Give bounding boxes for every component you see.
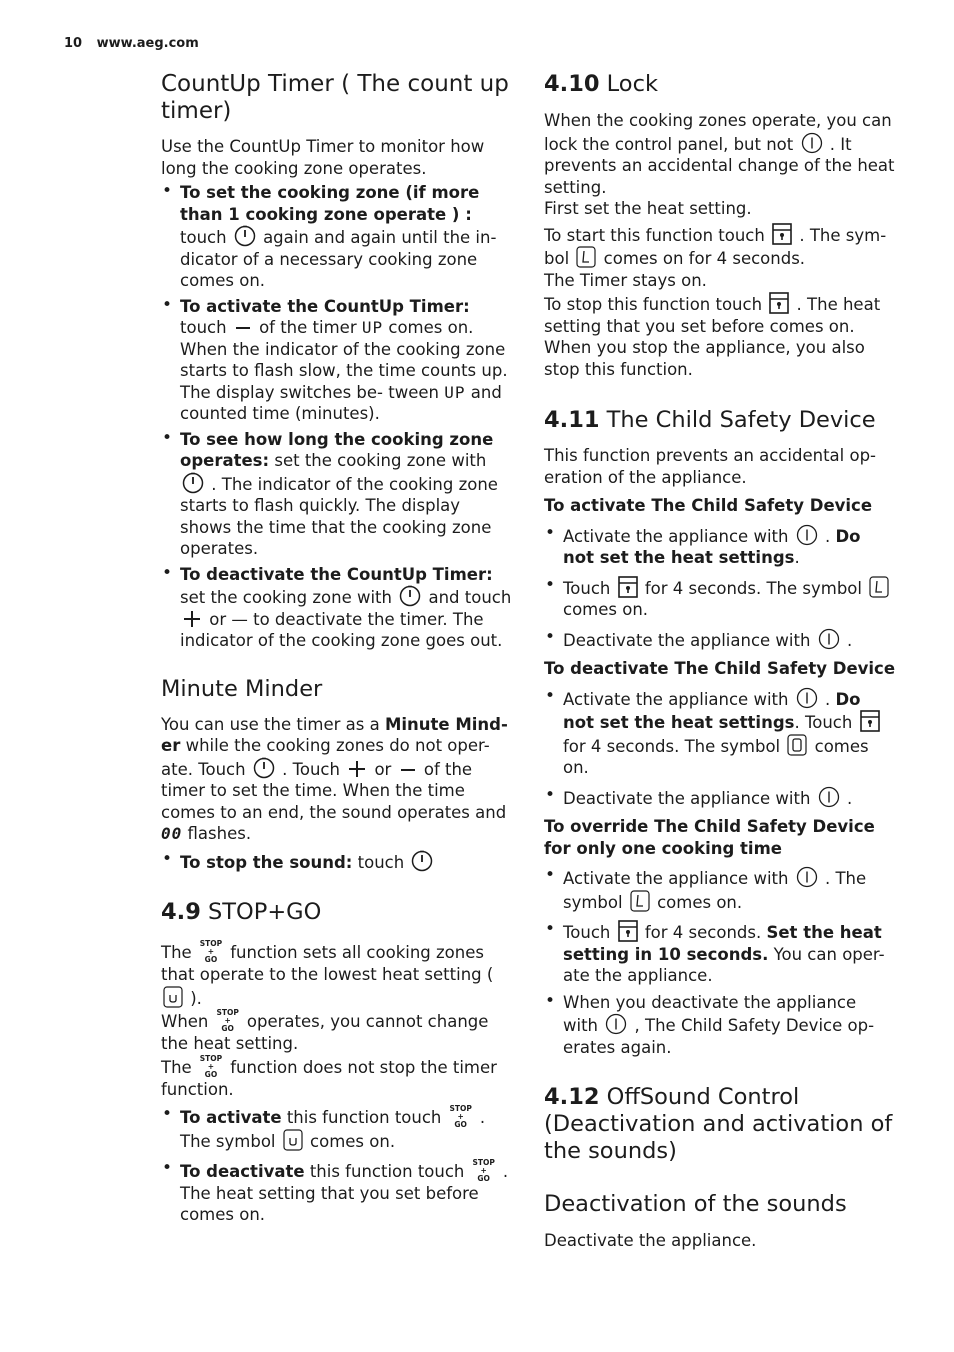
child-safety-title [544, 407, 896, 434]
L-display-icon [576, 246, 596, 268]
body-text: flashes. [187, 824, 252, 843]
lock-key-icon [618, 920, 638, 942]
site-url: www.aeg.com [96, 36, 199, 51]
stop-go-icon [198, 940, 224, 964]
section-number: 4.12 [544, 1084, 600, 1110]
bullet-bold-text: Set the heat setting in 10 seconds. [563, 923, 882, 964]
stopgo-list [161, 1105, 513, 1226]
stopgo-line-3: GO [204, 1069, 218, 1079]
stopgo-line-2: + [480, 1165, 487, 1175]
bullet-text: . Touch [794, 713, 853, 732]
child-activate-heading: To activate The Child Safety Device [544, 496, 873, 515]
right-column [544, 70, 896, 1252]
minus-icon [399, 761, 417, 779]
bullet-text: this function touch [286, 1108, 442, 1127]
bullet-text: Activate the appliance with [563, 869, 789, 888]
bullet-text: for 4 seconds. [644, 923, 762, 942]
stopgo-p1 [161, 940, 513, 1009]
section-title: STOP+GO [208, 899, 322, 925]
bullet-text: of the timer [259, 318, 357, 337]
list-item [544, 920, 896, 987]
section-number: 4.11 [544, 407, 600, 433]
bullet-text: . The symbol [180, 1108, 486, 1151]
list-item [161, 564, 513, 652]
bullet-text: Activate the appliance with [563, 689, 789, 709]
minute-minder-text [161, 714, 513, 845]
stop-go-icon [198, 1055, 224, 1079]
list-item [544, 992, 896, 1059]
bullet-bold-text: To deactivate [180, 1161, 305, 1181]
stopgo-p2 [161, 1009, 513, 1055]
bullet-bold-text: To activate the CountUp Timer: [180, 296, 470, 316]
bullet-bold-text: To set the cooking zone (if more than 1 cooking zone operate ) : [180, 183, 480, 224]
stopgo-title [161, 899, 513, 926]
stopgo-p3 [161, 1055, 513, 1101]
bullet-text: for 4 seconds. The symbol [644, 578, 862, 598]
plus-icon [347, 759, 367, 779]
bullet-text: Deactivate the appliance with [563, 788, 811, 808]
bullet-text: Activate the appliance with [563, 526, 789, 546]
bullet-text: set the cooking zone with [180, 588, 392, 607]
body-text: or [374, 759, 392, 779]
minute-minder-title: Minute Minder [161, 675, 323, 702]
stopgo-line-2: + [457, 1112, 464, 1121]
up-display: UP [444, 382, 466, 402]
bullet-bold-text: Do not set the heat settings [563, 689, 861, 732]
body-text: ). [190, 988, 202, 1008]
bullet-text: comes on. [563, 736, 869, 777]
body-text: . Touch [282, 759, 340, 779]
bullet-text: . [846, 788, 853, 808]
bullet-bold-text: To activate [180, 1108, 282, 1127]
bullet-text: Touch [563, 923, 611, 942]
body-text: When the cooking zones operate, you can lock the control panel, but not [544, 111, 892, 154]
body-text: operates, you cannot change the heat setting. [161, 1012, 489, 1053]
bullet-text: comes on. When the indicator of the cooking zone starts to flash slow, the time counts up. The display switches be- tween [180, 318, 508, 402]
minute-minder-list [161, 850, 513, 874]
body-text: comes on for 4 seconds. [603, 249, 806, 268]
list-item [161, 1159, 513, 1226]
body-text: . The sym- bol [544, 225, 887, 268]
list-item [544, 524, 896, 569]
timer-icon [182, 472, 204, 494]
body-text: . The heat setting that you set before comes on. [544, 295, 881, 336]
bullet-text: comes on. [657, 892, 743, 912]
child-activate-list [544, 524, 896, 652]
body-text: of the timer to set the time. When the time comes to an end, the sound operates and [161, 759, 507, 822]
body-text: function sets all cooking zones that operate to the lowest heat setting ( [161, 943, 494, 984]
L-display-icon [869, 576, 889, 598]
section-title: Lock [606, 71, 658, 97]
body-text: . It prevents an accidental change of the heat setting. [544, 134, 895, 197]
timer-icon [399, 585, 421, 607]
bullet-bold-text: To stop the sound: [180, 852, 353, 872]
countup-list [161, 182, 513, 652]
bullet-text: or — to deactivate the timer. The indicator of the cooking zone goes out. [180, 609, 503, 650]
bullet-text: . [794, 548, 800, 567]
stopgo-line-1: STOP [199, 1053, 223, 1063]
list-item [161, 1105, 513, 1153]
section-number: 4.9 [161, 899, 201, 925]
bullet-text: this function touch [309, 1161, 465, 1181]
page-number: 10 [64, 36, 83, 51]
bullet-text: set the cooking zone with [274, 451, 487, 470]
stopgo-line-1: STOP [216, 1008, 239, 1017]
bullet-text: again and again until the in- dicator of a necessary cooking zone comes on. [180, 228, 497, 290]
up-display: UP [361, 318, 384, 337]
lock-p2: First set the heat setting. [544, 199, 752, 218]
stopgo-line-2: + [207, 1061, 215, 1071]
section-title: OffSound Control (Deactivation and activation of the sounds) [544, 1084, 893, 1164]
body-text: The [161, 943, 192, 962]
lock-key-icon [860, 710, 880, 732]
L-display-icon [630, 890, 650, 912]
list-item [544, 628, 896, 652]
section-title: The Child Safety Device [606, 407, 876, 433]
countup-intro: Use the CountUp Timer to monitor how long the cooking zone operates. [161, 137, 485, 178]
child-deactivate-list [544, 687, 896, 810]
stop-go-icon [448, 1105, 474, 1129]
offsound-title [544, 1084, 896, 1165]
stop-go-icon [471, 1159, 497, 1183]
lock-title [544, 71, 896, 98]
power-icon [818, 628, 840, 650]
child-intro: This function prevents an accidental op- eration of the appliance. [544, 446, 877, 487]
body-text: You can use the timer as a [161, 714, 380, 734]
lock-p4: The Timer stays on. [544, 270, 707, 290]
body-text: To start this function touch [544, 225, 765, 245]
body-text: When [161, 1012, 209, 1031]
power-icon [796, 524, 818, 546]
timer-icon [253, 757, 275, 779]
stopgo-line-2: + [224, 1016, 231, 1025]
offsound-p1: Deactivate the appliance. [544, 1231, 757, 1250]
bullet-bold-text: Do not set the heat settings [563, 526, 861, 567]
bullet-text: Deactivate the appliance with [563, 630, 811, 650]
list-item [161, 296, 513, 425]
child-deactivate-heading: To deactivate The Child Safety Device [544, 659, 896, 678]
bullet-text: comes on. [310, 1132, 396, 1151]
list-item [161, 429, 513, 560]
offsound-subtitle: Deactivation of the sounds [544, 1191, 847, 1217]
minus-icon [234, 319, 252, 337]
stop-go-icon [215, 1009, 241, 1033]
plus-icon [182, 609, 202, 629]
lock-key-icon [772, 223, 792, 245]
zero-display-icon [787, 734, 807, 756]
lock-p3 [544, 223, 896, 270]
stopgo-line-3: GO [477, 1173, 490, 1183]
bullet-bold-text: To deactivate the CountUp Timer: [180, 564, 493, 584]
bullet-text: You can oper- ate the appliance. [563, 944, 885, 985]
stopgo-line-1: STOP [449, 1104, 472, 1113]
lock-p5 [544, 292, 896, 337]
body-bold-text: Minute Mind- er [161, 714, 508, 755]
stopgo-line-1: STOP [472, 1157, 495, 1167]
list-item [544, 786, 896, 810]
power-icon [818, 786, 840, 808]
bullet-text: touch [180, 228, 227, 247]
list-item [161, 850, 513, 874]
timer-icon [234, 225, 256, 247]
bullet-text: . [824, 526, 831, 546]
stopgo-line-1: STOP [199, 939, 223, 948]
bullet-text: and touch [428, 588, 512, 607]
bullet-text: . [846, 630, 853, 650]
page-header [64, 36, 199, 51]
bullet-bold-text: To see how long the cooking zone operates: [180, 429, 494, 470]
bullet-text: . [824, 689, 831, 709]
bullet-text: When you deactivate the appliance with [563, 992, 857, 1035]
lock-p6: When you stop the appliance, you also stop this function. [544, 338, 865, 379]
bullet-text: . The indicator of the cooking zone starts to flash quickly. The display shows the time that the cooking zone operates. [180, 474, 498, 558]
list-item [161, 182, 513, 292]
u-display-icon [283, 1129, 303, 1151]
child-override-list [544, 866, 896, 1058]
stopgo-line-2: + [207, 947, 215, 956]
bullet-text: touch [357, 852, 405, 872]
lock-key-icon [618, 576, 638, 598]
lock-p1 [544, 110, 896, 198]
body-text: function does not stop the timer function. [161, 1057, 497, 1099]
u-display-icon [163, 986, 183, 1008]
bullet-text: touch [180, 318, 227, 337]
left-column [161, 70, 513, 1226]
timer-icon [411, 850, 433, 872]
bullet-text: Touch [563, 578, 611, 598]
section-number: 4.10 [544, 71, 600, 97]
zero-display-icon: 00 [161, 824, 183, 843]
bullet-text: for 4 seconds. The symbol [563, 736, 781, 756]
bullet-text: and counted time (minutes). [180, 382, 502, 423]
body-text: while the cooking zones do not oper- ate. Touch [161, 736, 490, 779]
child-override-heading: To override The Child Safety Device for only one cooking time [544, 817, 875, 858]
list-item [544, 687, 896, 779]
stopgo-line-3: GO [204, 955, 218, 964]
list-item [544, 866, 896, 913]
body-text: The [161, 1057, 192, 1077]
bullet-text: . The symbol [563, 869, 867, 912]
countup-title: CountUp Timer ( The count up timer) [161, 71, 509, 124]
power-icon [605, 1013, 627, 1035]
stopgo-line-3: GO [454, 1120, 467, 1129]
bullet-text: . The heat setting that you set before comes on. [180, 1161, 509, 1224]
list-item [544, 576, 896, 621]
bullet-text: comes on. [563, 600, 649, 619]
body-text: To stop this function touch [544, 295, 763, 314]
bullet-text: , The Child Safety Device op- erates again. [563, 1016, 875, 1057]
lock-key-icon [769, 292, 789, 314]
stopgo-line-3: GO [221, 1024, 234, 1033]
power-icon [801, 132, 823, 154]
power-icon [796, 687, 818, 709]
power-icon [796, 866, 818, 888]
